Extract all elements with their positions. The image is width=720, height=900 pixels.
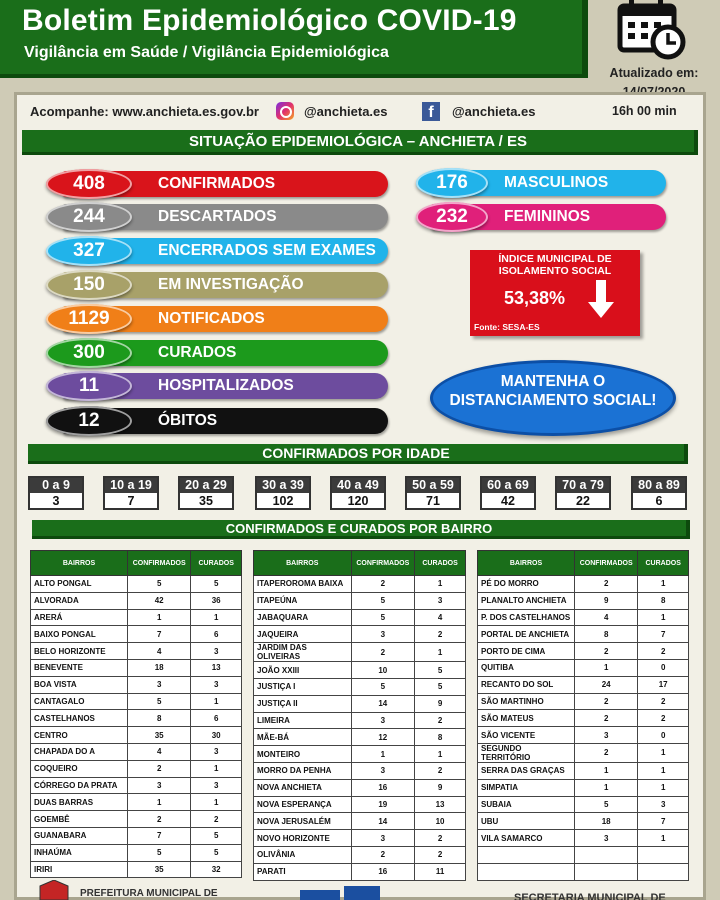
confirmed-count: 2: [575, 743, 638, 762]
table-row: [254, 830, 466, 847]
cured-count: 8: [415, 729, 466, 746]
age-range: 70 a 79: [557, 478, 609, 493]
bairro-name: PLANALTO ANCHIETA: [478, 592, 575, 609]
bairro-name: ALVORADA: [31, 592, 128, 609]
gender-bar: FEMININOS: [430, 204, 666, 230]
cured-count: 0: [638, 659, 689, 676]
table-row: [254, 609, 466, 626]
cured-count: 1: [191, 693, 242, 710]
bairro-name: LIMEIRA: [254, 712, 352, 729]
bairro-name: BENEVENTE: [31, 659, 128, 676]
bairro-name: MÃE-BÁ: [254, 729, 352, 746]
bairro-name: NOVA ANCHIETA: [254, 779, 352, 796]
table-row: [254, 662, 466, 679]
age-box: [178, 476, 234, 510]
table-row: [478, 626, 689, 643]
confirmed-count: 3: [351, 626, 415, 643]
confirmed-count: 2: [351, 643, 415, 662]
bairro-name: JARDIM DAS OLIVEIRAS: [254, 643, 352, 662]
age-count: 35: [199, 494, 213, 508]
cured-count: 5: [191, 576, 242, 593]
confirmed-count: 5: [351, 609, 415, 626]
age-range: 50 a 59: [407, 478, 459, 493]
bairro-name: SEGUNDO TERRITÓRIO: [478, 743, 575, 762]
table-row: [31, 643, 242, 660]
age-box: [330, 476, 386, 510]
age-count: 22: [576, 494, 590, 508]
confirmed-count: 5: [128, 693, 191, 710]
bairro-name: PÉ DO MORRO: [478, 576, 575, 593]
cured-count: 1: [638, 762, 689, 779]
stat-bar: EM INVESTIGAÇÃO: [62, 272, 388, 298]
isolation-source: Fonte: SESA-ES: [474, 322, 540, 332]
table-row: [254, 762, 466, 779]
confirmed-count: 1: [128, 794, 191, 811]
table-row: [31, 676, 242, 693]
facebook-handle[interactable]: @anchieta.es: [452, 104, 536, 119]
confirmed-count: 3: [575, 727, 638, 744]
confirmed-count: 3: [575, 830, 638, 847]
bairro-name: ITAPEROROMA BAIXA: [254, 576, 352, 593]
cured-count: [638, 863, 689, 880]
confirmed-count: 1: [575, 659, 638, 676]
stat-bar: HOSPITALIZADOS: [62, 373, 388, 399]
confirmed-count: 14: [351, 813, 415, 830]
bairro-name: SÃO VICENTE: [478, 727, 575, 744]
cured-count: 1: [638, 609, 689, 626]
confirmed-count: 2: [575, 710, 638, 727]
confirmed-count: 1: [575, 779, 638, 796]
confirmed-count: 1: [351, 746, 415, 763]
bairro-name: JUSTIÇA II: [254, 695, 352, 712]
bairro-name: ALTO PONGAL: [31, 576, 128, 593]
confirmed-count: 16: [351, 863, 415, 880]
stat-bar: CURADOS: [62, 340, 388, 366]
confirmed-count: 2: [575, 643, 638, 660]
age-count: 3: [52, 494, 60, 508]
column-header: CONFIRMADOS: [575, 551, 638, 576]
confirmed-count: [575, 846, 638, 863]
footer-right: SECRETARIA MUNICIPAL DE: [514, 892, 666, 900]
stat-bar: NOTIFICADOS: [62, 306, 388, 332]
isolation-value: 53,38%: [504, 288, 566, 308]
age-range: 10 a 19: [105, 478, 157, 493]
cured-count: 2: [415, 626, 466, 643]
table-row: [254, 863, 466, 880]
table-row: [31, 844, 242, 861]
bairro-name: COQUEIRO: [31, 760, 128, 777]
cured-count: 2: [415, 712, 466, 729]
confirmed-count: 3: [351, 830, 415, 847]
update-info: Atualizado em:: [609, 66, 699, 80]
age-box: [405, 476, 461, 510]
confirmed-count: 5: [351, 592, 415, 609]
confirmed-count: 4: [128, 743, 191, 760]
cured-count: 2: [415, 846, 466, 863]
table-row: [31, 827, 242, 844]
cured-count: 3: [191, 777, 242, 794]
bairro-name: ARERÁ: [31, 609, 128, 626]
confirmed-count: 8: [575, 626, 638, 643]
cured-count: 2: [191, 811, 242, 828]
table-row: [478, 727, 689, 744]
distancing-message: MANTENHA O DISTANCIAMENTO SOCIAL!: [430, 360, 676, 436]
confirmed-count: 18: [575, 813, 638, 830]
bairro-name: VILA SAMARCO: [478, 830, 575, 847]
cured-count: 1: [638, 830, 689, 847]
bairro-name: JUSTIÇA I: [254, 678, 352, 695]
prefeitura-logo: [36, 880, 72, 900]
bairro-table-1: [30, 550, 242, 878]
table-row: [478, 710, 689, 727]
bairro-name: PORTAL DE ANCHIETA: [478, 626, 575, 643]
stat-value: 150: [46, 270, 132, 300]
footer-left: PREFEITURA MUNICIPAL DE: [80, 888, 218, 899]
bairro-name: IRIRI: [31, 861, 128, 878]
confirmed-count: 3: [351, 762, 415, 779]
stat-bar: ENCERRADOS SEM EXAMES: [62, 238, 388, 264]
bairro-name: BAIXO PONGAL: [31, 626, 128, 643]
stat-value: 408: [46, 169, 132, 199]
stat-bar: ÓBITOS: [62, 408, 388, 434]
bairro-name: PORTO DE CIMA: [478, 643, 575, 660]
confirmed-count: 42: [128, 592, 191, 609]
cured-count: 0: [638, 727, 689, 744]
bairro-name: CENTRO: [31, 727, 128, 744]
confirmed-count: 1: [128, 609, 191, 626]
gender-value: 176: [416, 168, 488, 198]
confirmed-count: 19: [351, 796, 415, 813]
confirmed-count: 3: [128, 777, 191, 794]
bairro-name: SUBAIA: [478, 796, 575, 813]
table-row: [478, 592, 689, 609]
cured-count: 8: [638, 592, 689, 609]
table-row: [31, 693, 242, 710]
table-row: [478, 846, 689, 863]
confirmed-count: 7: [128, 827, 191, 844]
table-row: [478, 743, 689, 762]
confirmed-count: 2: [575, 693, 638, 710]
bairro-name: QUITIBA: [478, 659, 575, 676]
gender-value: 232: [416, 202, 488, 232]
age-range: 60 a 69: [482, 478, 534, 493]
table-row: [478, 762, 689, 779]
stat-bar: DESCARTADOS: [62, 204, 388, 230]
confirmed-count: 2: [575, 576, 638, 593]
bairro-table-3: [477, 550, 689, 881]
stat-value: 12: [46, 406, 132, 436]
facebook-icon: f: [422, 102, 440, 121]
age-count: 6: [655, 494, 663, 508]
table-row: [31, 760, 242, 777]
confirmed-count: 4: [128, 643, 191, 660]
page-title: Boletim Epidemiológico COVID-19: [22, 4, 517, 37]
bairro-name: JABAQUARA: [254, 609, 352, 626]
cured-count: 9: [415, 695, 466, 712]
confirmed-count: 2: [351, 846, 415, 863]
age-box: [28, 476, 84, 510]
column-header: CURADOS: [191, 551, 242, 576]
cured-count: 2: [638, 710, 689, 727]
table-row: [254, 846, 466, 863]
bairro-name: CHAPADA DO A: [31, 743, 128, 760]
bairro-name: CASTELHANOS: [31, 710, 128, 727]
cured-count: [638, 846, 689, 863]
table-row: [478, 576, 689, 593]
bairro-name: NOVA ESPERANÇA: [254, 796, 352, 813]
cured-count: 36: [191, 592, 242, 609]
cured-count: 7: [638, 813, 689, 830]
table-row: [31, 794, 242, 811]
table-row: [254, 712, 466, 729]
age-box: [255, 476, 311, 510]
table-row: [478, 779, 689, 796]
bairro-section-title: CONFIRMADOS E CURADOS POR BAIRRO: [32, 520, 690, 539]
table-row: [254, 678, 466, 695]
confirmed-count: 8: [128, 710, 191, 727]
cured-count: 4: [415, 609, 466, 626]
table-row: [478, 693, 689, 710]
bairro-name: ITAPEÚNA: [254, 592, 352, 609]
stat-bar: CONFIRMADOS: [62, 171, 388, 197]
age-range: 80 a 89: [633, 478, 685, 493]
confirmed-count: 2: [128, 760, 191, 777]
table-row: [31, 659, 242, 676]
cured-count: 3: [191, 676, 242, 693]
bairro-name: OLIVÂNIA: [254, 846, 352, 863]
table-row: [31, 743, 242, 760]
bairro-name: MORRO DA PENHA: [254, 762, 352, 779]
cured-count: 3: [191, 643, 242, 660]
table-row: [31, 710, 242, 727]
bairro-name: MONTEIRO: [254, 746, 352, 763]
isolation-index-box: [470, 250, 640, 336]
table-row: [31, 576, 242, 593]
confirmed-count: 12: [351, 729, 415, 746]
confirmed-count: 10: [351, 662, 415, 679]
confirmed-count: 16: [351, 779, 415, 796]
column-header: CONFIRMADOS: [128, 551, 191, 576]
table-row: [478, 676, 689, 693]
table-row: [254, 746, 466, 763]
website-link[interactable]: Acompanhe: www.anchieta.es.gov.br: [30, 104, 259, 119]
confirmed-count: 4: [575, 609, 638, 626]
table-row: [254, 779, 466, 796]
cured-count: 1: [638, 743, 689, 762]
column-header: BAIRROS: [254, 551, 352, 576]
bairro-name: DUAS BARRAS: [31, 794, 128, 811]
cured-count: 5: [415, 678, 466, 695]
bairro-name: PARATI: [254, 863, 352, 880]
cured-count: 5: [415, 662, 466, 679]
table-row: [31, 861, 242, 878]
cured-count: 1: [415, 746, 466, 763]
cured-count: 3: [415, 592, 466, 609]
bairro-name: NOVA JERUSALÉM: [254, 813, 352, 830]
bairro-name: UBU: [478, 813, 575, 830]
stat-value: 1129: [46, 304, 132, 334]
confirmed-count: 24: [575, 676, 638, 693]
confirmed-count: 2: [351, 576, 415, 593]
bairro-name: [478, 846, 575, 863]
cured-count: 2: [415, 830, 466, 847]
bairro-name: SÃO MATEUS: [478, 710, 575, 727]
age-range: 0 a 9: [30, 478, 82, 493]
confirmed-count: 1: [575, 762, 638, 779]
bairro-name: INHAÚMA: [31, 844, 128, 861]
table-row: [254, 796, 466, 813]
column-header: BAIRROS: [478, 551, 575, 576]
cured-count: 1: [191, 794, 242, 811]
stat-value: 300: [46, 338, 132, 368]
table-row: [254, 626, 466, 643]
age-box: [103, 476, 159, 510]
confirmed-count: 35: [128, 727, 191, 744]
table-row: [31, 811, 242, 828]
confirmed-count: 35: [128, 861, 191, 878]
table-row: [254, 576, 466, 593]
age-box: [480, 476, 536, 510]
cured-count: 2: [638, 693, 689, 710]
age-range: 20 a 29: [180, 478, 232, 493]
confirmed-count: 9: [575, 592, 638, 609]
age-count: 71: [426, 494, 440, 508]
cured-count: 2: [638, 643, 689, 660]
confirmed-count: 5: [128, 576, 191, 593]
confirmed-count: 18: [128, 659, 191, 676]
cured-count: 1: [191, 609, 242, 626]
cured-count: 3: [191, 743, 242, 760]
table-row: [31, 777, 242, 794]
table-row: [478, 813, 689, 830]
column-header: BAIRROS: [31, 551, 128, 576]
table-row: [254, 643, 466, 662]
table-row: [31, 609, 242, 626]
cured-count: 13: [191, 659, 242, 676]
bairro-name: SERRA DAS GRAÇAS: [478, 762, 575, 779]
gender-bar: MASCULINOS: [430, 170, 666, 196]
confirmed-count: 14: [351, 695, 415, 712]
bairro-name: CANTAGALO: [31, 693, 128, 710]
cured-count: 5: [191, 844, 242, 861]
cured-count: 1: [191, 760, 242, 777]
bairro-name: CÓRREGO DA PRATA: [31, 777, 128, 794]
confirmed-count: 5: [128, 844, 191, 861]
stat-value: 244: [46, 202, 132, 232]
cured-count: 1: [638, 779, 689, 796]
age-count: 7: [127, 494, 135, 508]
sus-logo: [300, 884, 410, 900]
cured-count: 6: [191, 626, 242, 643]
table-row: [254, 813, 466, 830]
age-section-title: CONFIRMADOS POR IDADE: [28, 444, 688, 464]
calendar-clock-icon: [596, 0, 720, 62]
age-count: 120: [347, 494, 369, 508]
confirmed-count: 7: [128, 626, 191, 643]
table-row: [254, 592, 466, 609]
cured-count: 1: [415, 643, 466, 662]
bairro-name: GOEMBÊ: [31, 811, 128, 828]
cured-count: 5: [191, 827, 242, 844]
cured-count: 9: [415, 779, 466, 796]
table-row: [254, 729, 466, 746]
table-row: [478, 643, 689, 660]
table-row: [478, 796, 689, 813]
age-range: 30 a 39: [257, 478, 309, 493]
age-box: [555, 476, 611, 510]
age-count: 102: [272, 494, 294, 508]
bairro-table-2: [253, 550, 466, 881]
table-row: [478, 863, 689, 880]
bairro-name: SIMPATIA: [478, 779, 575, 796]
cured-count: 17: [638, 676, 689, 693]
table-row: [31, 592, 242, 609]
cured-count: 32: [191, 861, 242, 878]
table-row: [478, 830, 689, 847]
header-banner: [0, 0, 588, 78]
page-subtitle: Vigilância em Saúde / Vigilância Epidemiológica: [24, 44, 389, 61]
confirmed-count: [575, 863, 638, 880]
column-header: CURADOS: [638, 551, 689, 576]
confirmed-count: 5: [351, 678, 415, 695]
table-row: [31, 626, 242, 643]
instagram-icon: [276, 102, 294, 120]
table-row: [31, 727, 242, 744]
isolation-title: ÍNDICE MUNICIPAL DE ISOLAMENTO SOCIAL: [498, 253, 612, 277]
cured-count: 10: [415, 813, 466, 830]
bairro-name: GUANABARA: [31, 827, 128, 844]
update-time: 16h 00 min: [612, 104, 677, 118]
cured-count: 2: [415, 762, 466, 779]
bairro-name: RECANTO DO SOL: [478, 676, 575, 693]
bairro-name: P. DOS CASTELHANOS: [478, 609, 575, 626]
cured-count: 6: [191, 710, 242, 727]
cured-count: 13: [415, 796, 466, 813]
bairro-name: BOA VISTA: [31, 676, 128, 693]
cured-count: 3: [638, 796, 689, 813]
stat-value: 11: [46, 371, 132, 401]
cured-count: 7: [638, 626, 689, 643]
column-header: CURADOS: [415, 551, 466, 576]
bairro-name: JOÃO XXIII: [254, 662, 352, 679]
confirmed-count: 3: [351, 712, 415, 729]
instagram-handle[interactable]: @anchieta.es: [304, 104, 388, 119]
bairro-name: SÃO MARTINHO: [478, 693, 575, 710]
cured-count: 1: [415, 576, 466, 593]
bairro-name: [478, 863, 575, 880]
bairro-name: JAQUEIRA: [254, 626, 352, 643]
column-header: CONFIRMADOS: [351, 551, 415, 576]
age-count: 42: [501, 494, 515, 508]
table-row: [478, 609, 689, 626]
cured-count: 1: [638, 576, 689, 593]
confirmed-count: 5: [575, 796, 638, 813]
table-row: [254, 695, 466, 712]
cured-count: 30: [191, 727, 242, 744]
bairro-name: NOVO HORIZONTE: [254, 830, 352, 847]
age-range: 40 a 49: [332, 478, 384, 493]
confirmed-count: 3: [128, 676, 191, 693]
confirmed-count: 2: [128, 811, 191, 828]
table-row: [478, 659, 689, 676]
age-box: [631, 476, 687, 510]
bairro-name: BELO HORIZONTE: [31, 643, 128, 660]
section-title: SITUAÇÃO EPIDEMIOLÓGICA – ANCHIETA / ES: [22, 130, 698, 155]
arrow-down-icon: [588, 280, 614, 318]
stat-value: 327: [46, 236, 132, 266]
cured-count: 11: [415, 863, 466, 880]
